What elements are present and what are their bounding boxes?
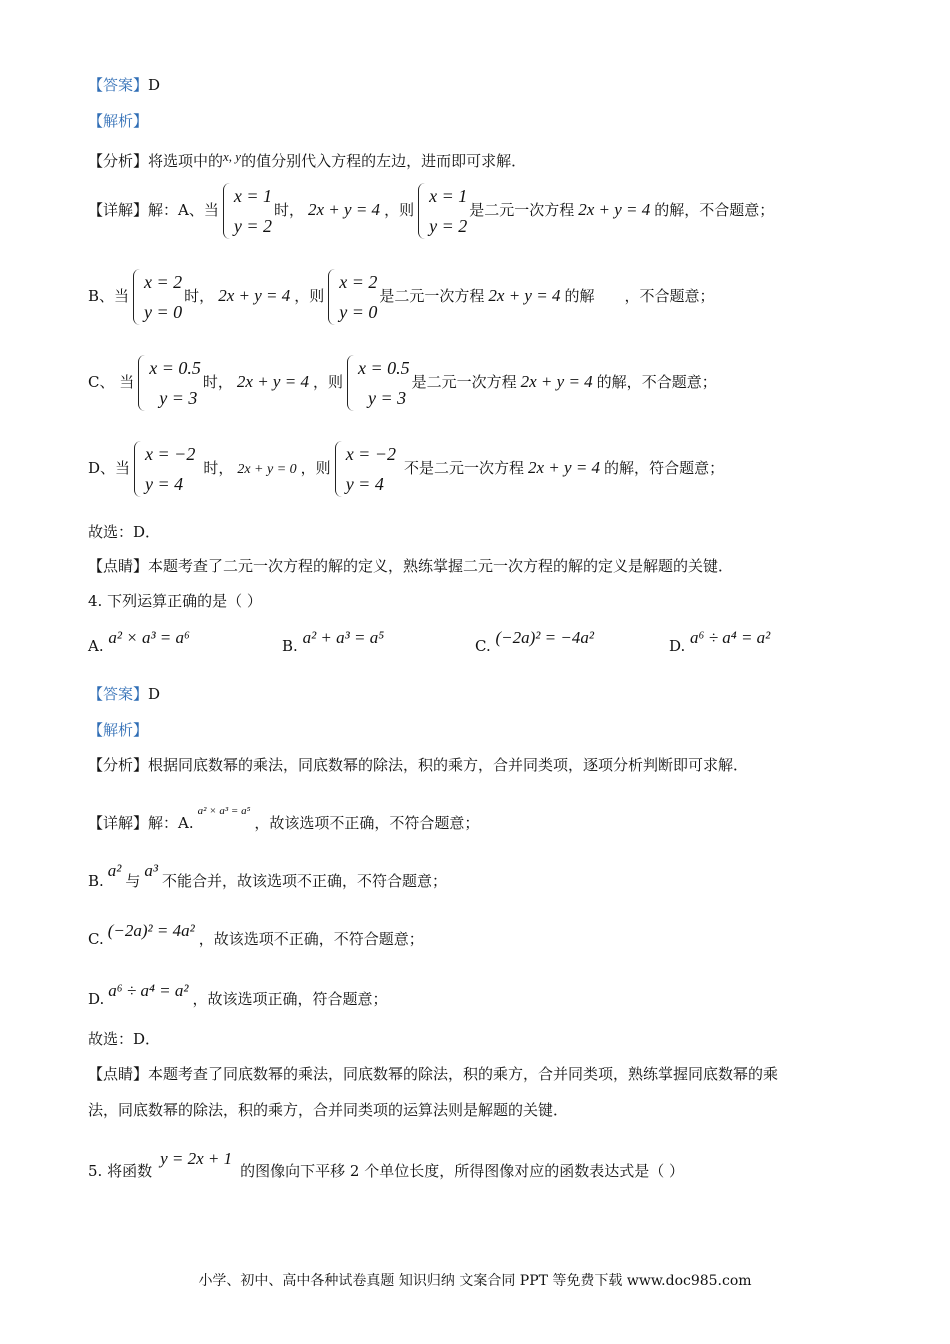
sys-y: y = 3 [159,388,198,408]
fenxi-tag: 【分析】 [88,756,149,774]
q4-option-B [282,628,384,655]
q4-xj-D [88,980,388,1010]
bu-fuhe: 不合题意； [699,201,775,219]
answer-value: D [148,685,161,703]
when-text: 时， [202,373,233,391]
when-text: 时， [184,287,215,305]
opt-expr: (−2a)² = −4a² [495,628,594,647]
q5-func: y = 2x + 1 [160,1149,233,1168]
then-text: ，则 [384,201,415,219]
guxuan-q4: 故选：D． [88,1030,161,1048]
opt-expr: a⁶ ÷ a⁴ = a² [690,628,771,647]
dianjing-q3 [88,555,733,577]
de-jie: 的解， [604,459,650,477]
dianjing-q4-1 [88,1063,778,1085]
then-text: ，则 [294,287,325,305]
de-jie: 的解， [596,373,642,391]
q4-xj-A [88,800,479,834]
opt-label: A. [88,637,104,655]
sys-y: y = 0 [339,302,378,322]
dianjing-q4-2: 法，同底数幂的除法，积的乘方，合并同类项的运算法则是解题的关键． [88,1101,569,1119]
xj-lead: C. [88,930,104,948]
sys-y: y = 4 [145,474,184,494]
opt-expr: a² × a³ = a⁶ [108,628,190,647]
xiangjie-tag: 【详解】 [88,201,149,219]
xj-lead-D: D、当 [88,459,131,477]
fenxi-line [88,146,526,172]
then-text: ，则 [312,373,343,391]
system-C [136,353,201,413]
dianjing-tag: 【点睛】 [88,557,149,575]
opt-label: B. [282,637,298,655]
sys-x: x = 0.5 [149,358,201,378]
answer-tag: 【答案】 [88,685,149,703]
xiangjie-C [88,350,717,414]
bu-fuhe: 不合题意； [641,373,717,391]
sys-y: y = 3 [367,388,407,408]
xj-lead: B. [88,872,104,890]
then-text: ，则 [300,459,331,477]
is-sol-text: 是二元一次方程 [411,373,517,391]
xj-tail: ，故该选项不正确，不符合题意； [254,814,480,832]
sys-x: x = 2 [339,272,378,292]
equation: 2x + y = 4 [528,458,601,477]
xj-expr: a⁶ ÷ a⁴ = a² [108,981,189,1000]
fenxi-text-b: 的值分别代入方程的左边，进而即可求解． [241,152,527,170]
page-footer: 小学、初中、高中各种试卷真题 知识归纳 文案合同 PPT 等免费下载 www.doc985.com [198,1273,752,1289]
equation: 2x + y = 4 [520,372,593,391]
analysis-tag: 【解析】 [88,112,149,130]
system-D [132,439,195,499]
xiangjie-D [88,436,724,502]
q4-fenxi [88,754,748,776]
opt-label: C. [475,637,491,655]
fenxi-text: 根据同底数幂的乘法，同底数幂的除法，积的乘方，合并同类项，逐项分析判断即可求解． [148,756,749,774]
sys-y: y = 0 [144,302,183,322]
xj-yu: 与 [125,872,141,890]
dianjing-tag: 【点睛】 [88,1065,149,1083]
system-A2 [416,181,467,241]
equation: 2x + y = 4 [236,372,309,391]
xiangjie-B [88,264,714,328]
dianjing-text: 本题考查了同底数幂的乘法，同底数幂的除法，积的乘方，合并同类项，熟练掌握同底数幂的乘 [148,1065,779,1083]
xj-expr-b: a³ [144,861,159,880]
equation: 2x + y = 4 [218,286,291,305]
xj-tail: ，故该选项正确，符合题意； [192,990,388,1008]
dianjing-text: 本题考查了二元一次方程的解的定义，熟练掌握二元一次方程的解的定义是解题的关键． [148,557,734,575]
q4-option-D [669,628,770,655]
xj-tail: 不能合并，故该选项不正确，不符合题意； [162,872,448,890]
when-text: 时， [203,459,234,477]
xj-expr: (−2a)² = 4a² [107,921,195,940]
answer-line [88,74,160,96]
q4-xj-C [88,920,424,950]
xj-lead: 解：A. [148,814,194,832]
xj-lead-C: C、 当 [88,373,135,391]
equation-d: 2x + y = 0 [237,462,297,477]
q4-analysis-tag: 【解析】 [88,721,149,739]
fenxi-text: 将选项中的 [148,152,224,170]
opt-label: D. [669,637,686,655]
fenxi-tag: 【分析】 [88,152,149,170]
fenxi-vars: x, y [223,149,242,164]
b-tail: ，不合题意； [624,287,715,305]
sys-x: x = 1 [233,186,272,206]
q5-stem-b: 的图像向下平移 2 个单位长度，所得图像对应的函数表达式是（ ） [240,1162,684,1180]
xj-lead-A: 解：A、当 [148,201,219,219]
xj-expr-a: a² [107,861,122,880]
sys-x: x = −2 [345,444,396,464]
system-C2 [345,353,410,413]
sys-x: x = 1 [429,186,468,206]
sys-y: y = 4 [345,474,384,494]
sys-x: x = 0.5 [357,358,410,378]
opt-expr: a² + a³ = a⁵ [302,628,385,647]
system-B [131,267,182,327]
equation: 2x + y = 4 [488,286,561,305]
q4-option-C [475,628,594,655]
is-sol-text: 是二元一次方程 [469,201,575,219]
sys-y: y = 2 [429,216,468,236]
xiangjie-tag: 【详解】 [88,814,149,832]
equation: 2x + y = 4 [578,200,651,219]
q4-option-A [88,628,190,655]
system-B2 [326,267,377,327]
q5-stem-a: 5. 将函数 [88,1162,153,1180]
xj-expr: a² × a³ = a⁵ [197,805,251,817]
answer-tag: 【答案】 [88,76,149,94]
system-A [221,181,272,241]
de-jie: 的解 [564,287,595,305]
sys-x: x = 2 [144,272,183,292]
is-sol-text: 是二元一次方程 [379,287,485,305]
sys-x: x = −2 [145,444,196,464]
xj-lead-B: B、当 [88,287,130,305]
equation: 2x + y = 4 [308,200,381,219]
answer-value: D [148,76,161,94]
xiangjie-A [88,178,774,242]
de-jie: 的解， [654,201,700,219]
when-text: 时， [274,201,305,219]
xj-tail: ，故该选项不正确，不符合题意； [198,930,424,948]
q4-xj-B [88,860,447,892]
guxuan-q3: 故选：D． [88,523,161,541]
sys-y: y = 2 [233,216,272,236]
fuhe: 符合题意； [649,459,725,477]
q4-answer-line [88,683,160,705]
q5-stem [88,1148,684,1182]
xj-lead: D. [88,990,105,1008]
system-D2 [333,439,396,499]
not-sol-text: 不是二元一次方程 [403,459,524,477]
q4-stem: 4. 下列运算正确的是（ ） [88,592,262,610]
